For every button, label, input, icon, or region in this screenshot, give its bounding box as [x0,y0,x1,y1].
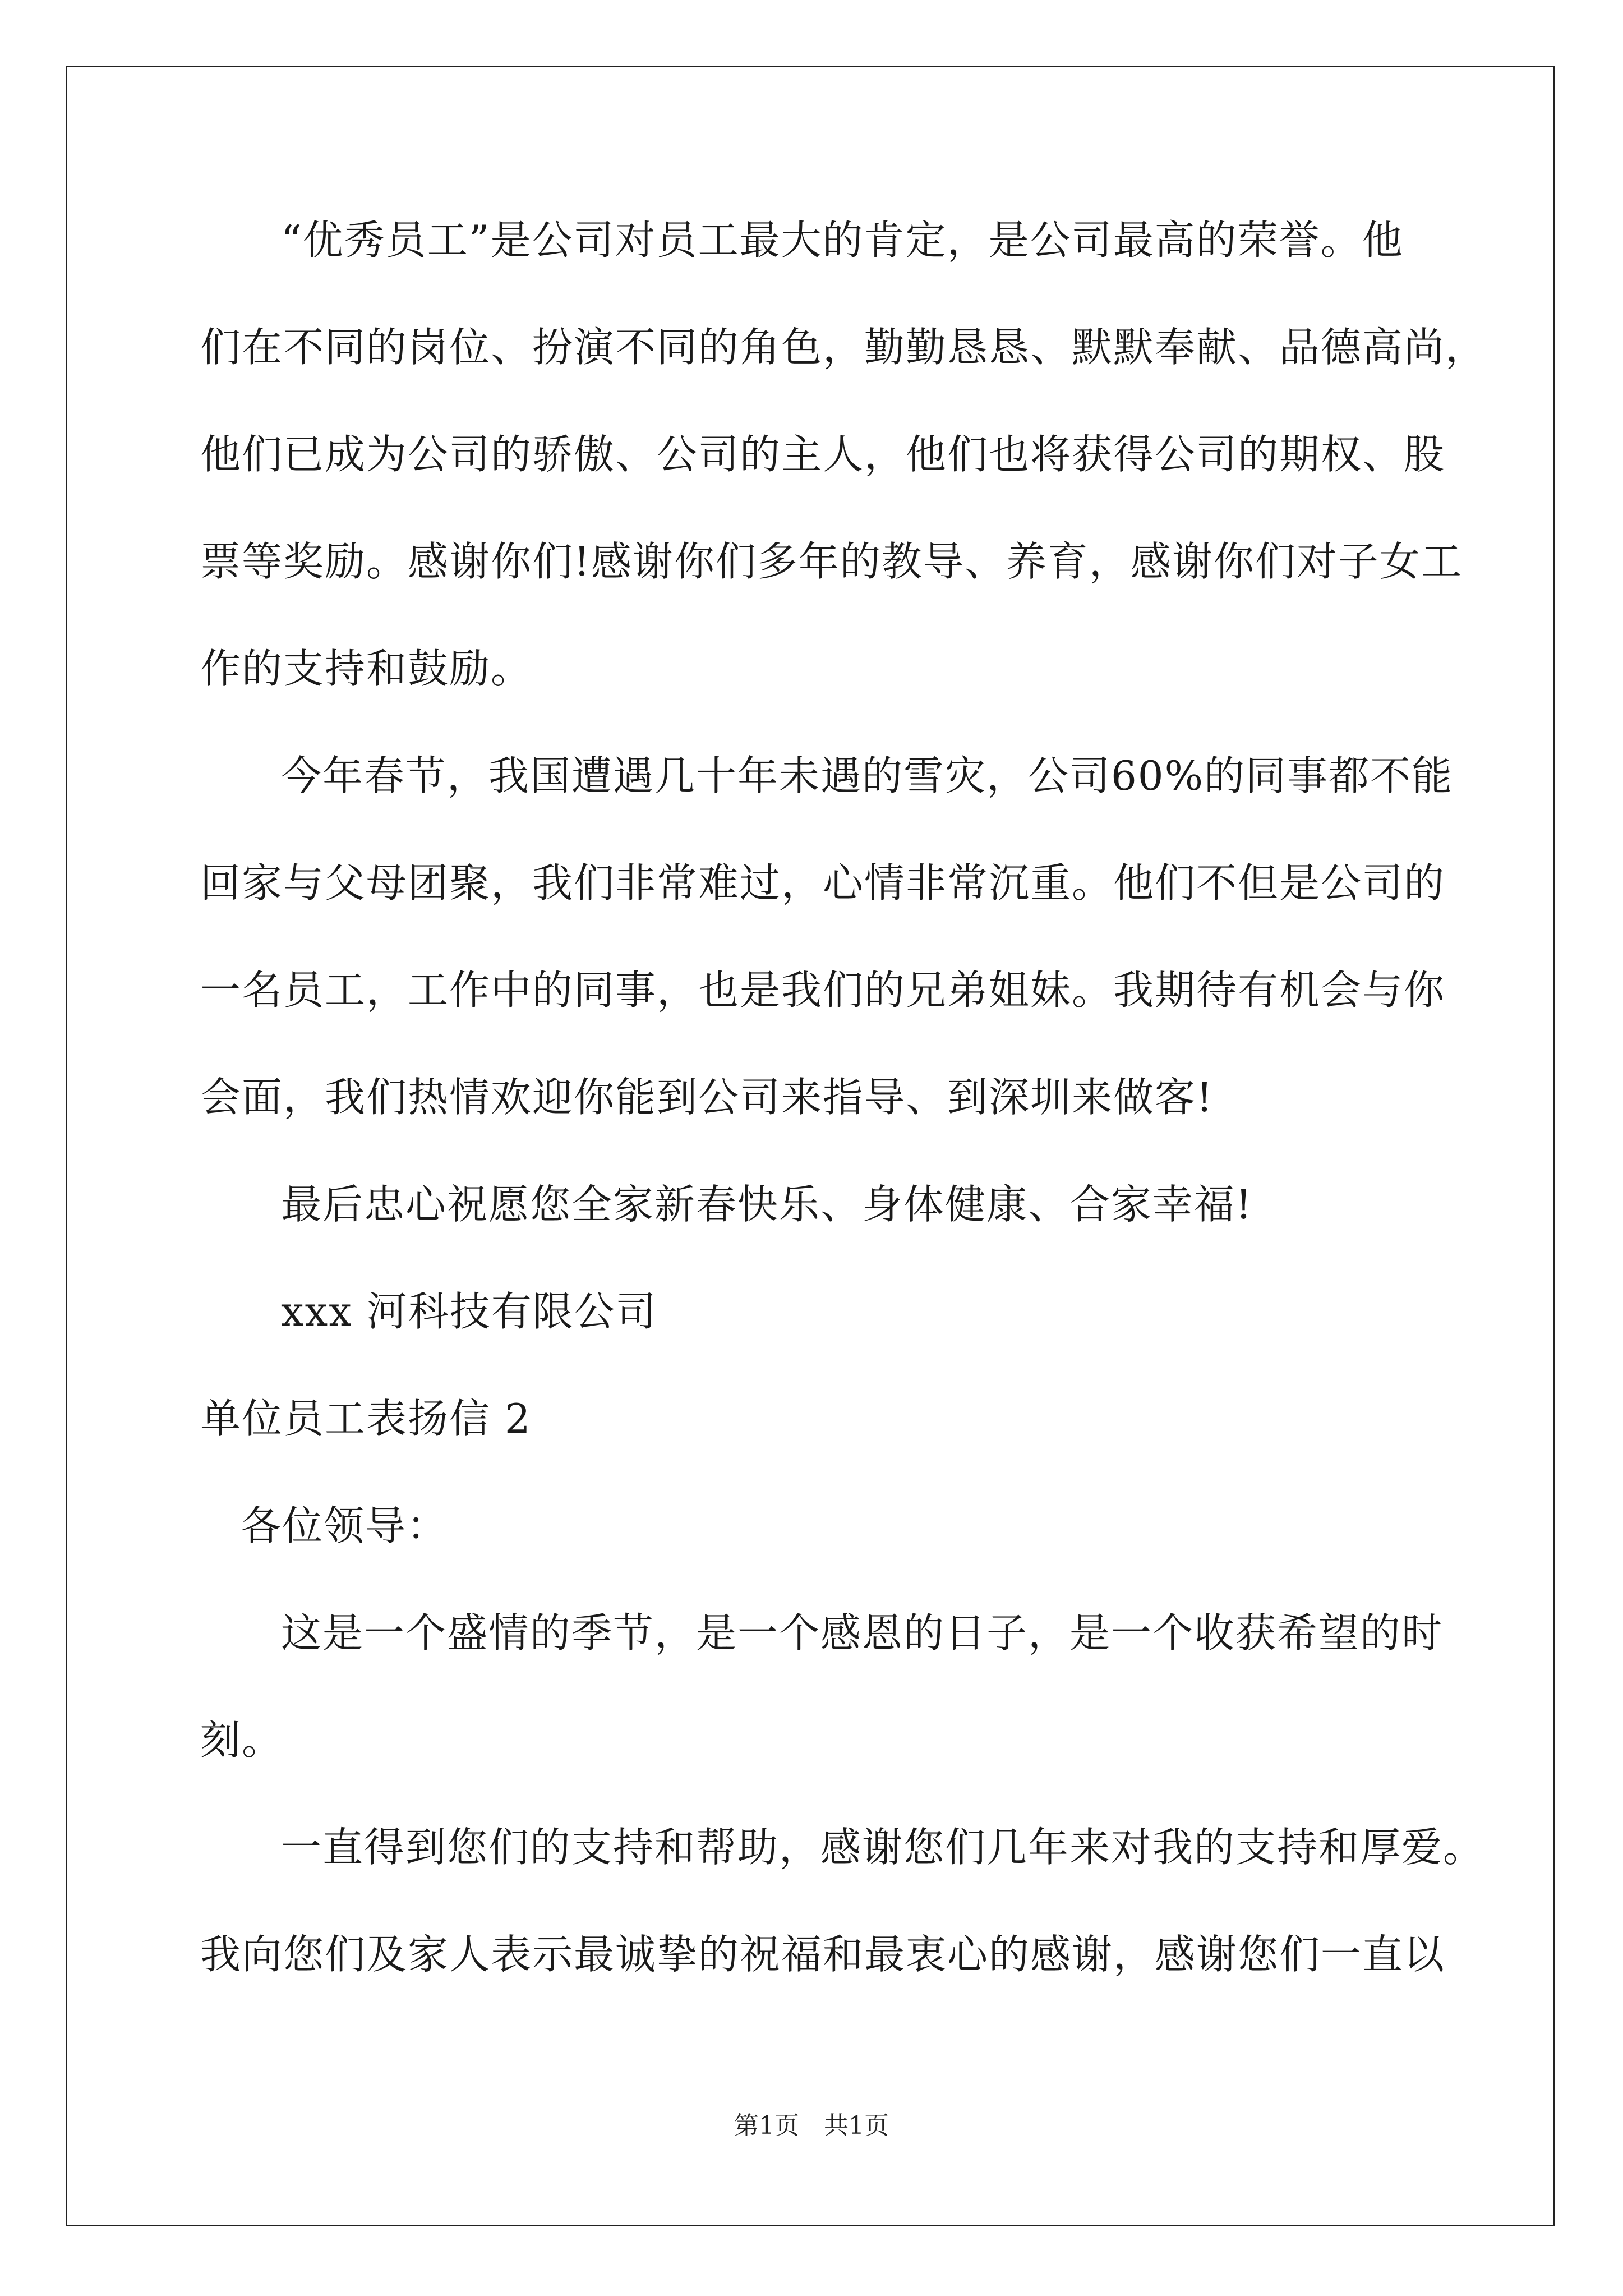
salutation: 各位领导： [241,1502,449,1549]
document-body [200,213,1487,2035]
paragraph-line: 回家与父母团聚，我们非常难过，心情非常沉重。他们不但是公司的 [200,859,1446,907]
paragraph-line: 作的支持和鼓励。 [200,645,533,692]
section-title: 单位员工表扬信 2 [200,1395,532,1442]
paragraph-line: 会面，我们热情欢迎你能到公司来指导、到深圳来做客! [200,1074,1214,1121]
company-signature: xxx 河科技有限公司 [281,1288,657,1335]
paragraph-line: 我向您们及家人表示最诚挚的祝福和最衷心的感谢，感谢您们一直以 [200,1931,1446,1978]
paragraph-line: 今年春节，我国遭遇几十年未遇的雪灾，公司60%的同事都不能 [281,752,1454,799]
paragraph-line: 们在不同的岗位、扮演不同的角色，勤勤恳恳、默默奉献、品德高尚， [200,324,1487,371]
paragraph-line: 他们已成为公司的骄傲、公司的主人，他们也将获得公司的期权、股 [200,431,1446,478]
paragraph-line: 一名员工，工作中的同事，也是我们的兄弟姐妹。我期待有机会与你 [200,967,1446,1014]
paragraph-line: 一直得到您们的支持和帮助，感谢您们几年来对我的支持和厚爱。 [281,1824,1485,1871]
paragraph-line: “优秀员工”是公司对员工最大的肯定，是公司最高的荣誉。他 [281,217,1404,264]
paragraph-line: 票等奖励。感谢你们!感谢你们多年的教导、养育，感谢你们对子女工 [200,538,1463,585]
paragraph-line: 刻。 [200,1717,284,1764]
paragraph-line: 这是一个盛情的季节，是一个感恩的日子，是一个收获希望的时 [281,1609,1444,1657]
page-number-footer: 第1页 共1页 [734,2111,889,2140]
paragraph-line: 最后忠心祝愿您全家新春快乐、身体健康、合家幸福! [281,1181,1253,1228]
